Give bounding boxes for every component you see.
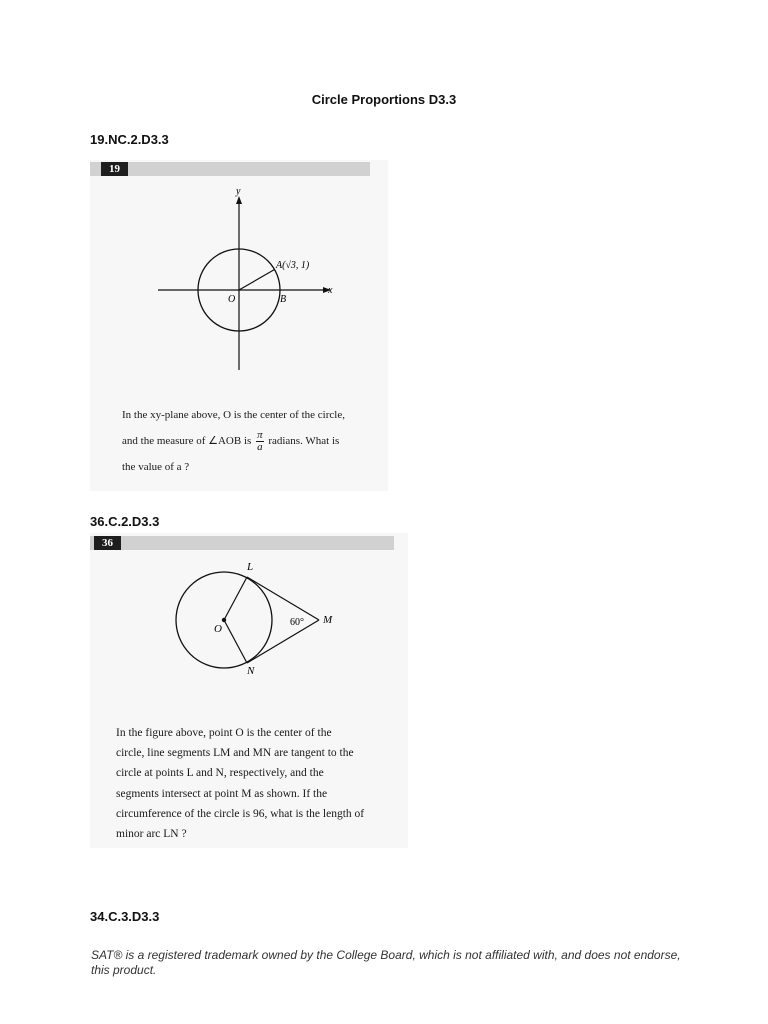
point-n-label: N xyxy=(247,665,255,677)
text-line: circle at points L and N, respectively, and the xyxy=(116,767,324,780)
problem-code-19: 19.NC.2.D3.3 xyxy=(90,132,169,147)
x-axis-label: x xyxy=(328,285,333,296)
text-line: minor arc LN ? xyxy=(116,828,187,841)
problem-card-36 xyxy=(90,533,408,848)
point-m-label: M xyxy=(323,614,333,626)
point-b-label: B xyxy=(280,294,287,305)
tangent-circle-figure xyxy=(90,555,408,715)
tangent-mn xyxy=(247,620,319,663)
text-line: segments intersect at point M as shown. If the xyxy=(116,787,328,800)
center-point xyxy=(222,618,226,622)
point-o-label: O xyxy=(214,623,222,635)
text-line: In the xy-plane above, O is the center of the circle, xyxy=(122,409,345,421)
problem-text-36 xyxy=(116,723,406,844)
problem-header-bar xyxy=(90,536,394,550)
text-fragment: and the measure of ∠AOB is xyxy=(122,435,252,447)
text-line: In the figure above, point O is the center of the xyxy=(116,727,332,739)
problem-text-19 xyxy=(122,402,382,480)
radius-oa xyxy=(239,270,275,291)
radius-ol xyxy=(224,577,247,620)
problem-header-bar xyxy=(90,162,370,176)
problem-card-19 xyxy=(90,160,388,491)
text-line-with-fraction xyxy=(122,428,382,454)
tangent-lm xyxy=(247,577,319,620)
origin-label: O xyxy=(228,294,236,305)
fraction-denominator: a xyxy=(257,440,263,453)
fraction-pi-over-a xyxy=(256,430,264,453)
text-fragment: radians. What is xyxy=(268,435,340,447)
point-a-label: A(√3, 1) xyxy=(276,260,310,271)
text-line: the value of a ? xyxy=(122,461,190,473)
page-title: Circle Proportions D3.3 xyxy=(311,92,457,107)
point-l-label: L xyxy=(247,561,254,573)
problem-number-36: 36 xyxy=(94,536,121,550)
y-axis-label: y xyxy=(236,186,241,197)
text-line: circle, line segments LM and MN are tangent to the xyxy=(116,747,354,760)
problem-code-36: 36.C.2.D3.3 xyxy=(90,514,160,529)
angle-label: 60° xyxy=(290,617,304,628)
fraction-numerator: π xyxy=(257,428,263,441)
coordinate-plane-figure xyxy=(90,180,388,400)
trademark-footer: SAT® is a registered trademark owned by the College Board, which is not affiliated with, and does not endorse, this product. xyxy=(91,948,681,977)
text-line: circumference of the circle is 96, what is the length of xyxy=(116,807,365,820)
problem-number-19: 19 xyxy=(101,162,128,176)
y-axis-arrow xyxy=(236,196,242,204)
radius-on xyxy=(224,620,247,663)
problem-code-34: 34.C.3.D3.3 xyxy=(90,909,160,924)
